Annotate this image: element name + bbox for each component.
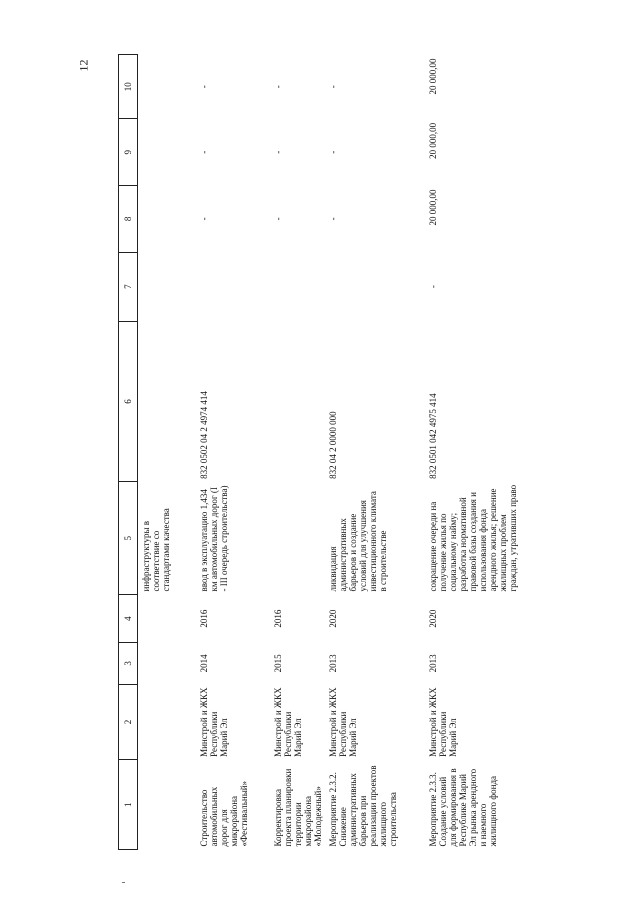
column-header: 5 [119,482,138,595]
value-cell: - [327,85,338,89]
activity-name-cell: Мероприятие 2.3.2. Снижение административных барьеров при реализации проектов жилищного строительства [327,765,398,847]
end-year-cell [138,594,196,642]
start-year-cell [138,643,196,684]
end-year-cell: 2020 [427,609,438,628]
activity-name-cell [138,760,196,850]
start-year-cell: 2013 [327,654,338,673]
start-year-cell: 2015 [272,654,283,673]
end-year-cell: 2020 [327,609,338,628]
value-cell [138,119,196,186]
expected-result-cell: инфраструктуры в соответствие со стандартами качества [141,508,172,592]
program-activities-table [118,54,518,850]
executor-cell: Минстрой и ЖКХ Республики Марий Эл [198,687,229,757]
table-row [425,55,519,850]
table-row [138,55,196,850]
expected-result-cell: ввод в эксплуатацию 1,434 км автомобильных дорог (I - III очередь строительства) [198,485,229,592]
column-header: 7 [119,252,138,321]
budget-code-cell: 832 0501 042 4975 414 [427,393,438,479]
activity-name-cell: Мероприятие 2.3.3. Создание условий для формирования в Республике Марий Эл рынка арендного и наемного жилищного фонда [427,768,498,847]
value-cell: - [427,285,438,289]
executor-cell [138,684,196,760]
table-row [270,55,325,850]
expected-result-cell: ликвидация административных барьеров и создание условий для улучшения инвестиционного климата в строительстве [327,491,388,592]
end-year-cell: 2016 [272,609,283,628]
value-cell: - [327,217,338,221]
column-header: 10 [119,55,138,119]
value-cell: - [198,150,209,154]
end-year-cell: 2016 [198,609,209,628]
executor-cell: Минстрой и ЖКХ Республики Марий Эл [327,687,358,757]
executor-cell: Минстрой и ЖКХ Республики Марий Эл [272,687,303,757]
budget-code-cell [270,321,325,482]
table-row [196,55,270,850]
value-cell [325,252,425,321]
executor-cell: Минстрой и ЖКХ Республики Марий Эл [427,687,458,757]
activity-name-cell: Корректировка проекта планировки территории микрорайона «Молодежный» [272,768,323,847]
budget-code-cell: 832 0502 04 2 4974 414 [198,391,209,479]
column-number-row [119,55,138,850]
column-header: 6 [119,321,138,482]
value-cell [138,186,196,253]
value-cell: 20 000,00 [427,189,438,226]
expected-result-cell [270,482,325,595]
column-header: 9 [119,119,138,186]
value-cell: - [272,217,283,221]
value-cell [138,252,196,321]
value-cell: - [272,85,283,89]
rotated-table-frame [118,54,519,850]
value-cell [270,252,325,321]
start-year-cell: 2014 [198,654,209,673]
table-row [325,55,425,850]
scan-artifact [122,882,125,883]
start-year-cell: 2013 [427,654,438,673]
page-number: 12 [76,59,91,72]
budget-code-cell: 832 04 2 0000 000 [327,411,338,479]
expected-result-cell: сокращение очереди на получение жилья по социальному найму; разработка нормативной правовой базы создания и использования фонда арендного жилья; решение жилищных проблем граждан, утративших право [427,484,519,592]
value-cell [196,252,270,321]
value-cell: 20 000,00 [427,122,438,159]
value-cell: 20 000,00 [427,58,438,95]
column-header: 2 [119,684,138,760]
column-header: 1 [119,760,138,850]
column-header: 4 [119,594,138,642]
value-cell: - [327,150,338,154]
column-header: 3 [119,643,138,684]
value-cell: - [272,150,283,154]
value-cell [138,55,196,119]
budget-code-cell [138,321,196,482]
column-header: 8 [119,186,138,253]
activity-name-cell: Строительство автомобильных дорог для микрорайона «Фестивальный» [198,780,249,847]
value-cell: - [198,217,209,221]
value-cell: - [198,85,209,89]
